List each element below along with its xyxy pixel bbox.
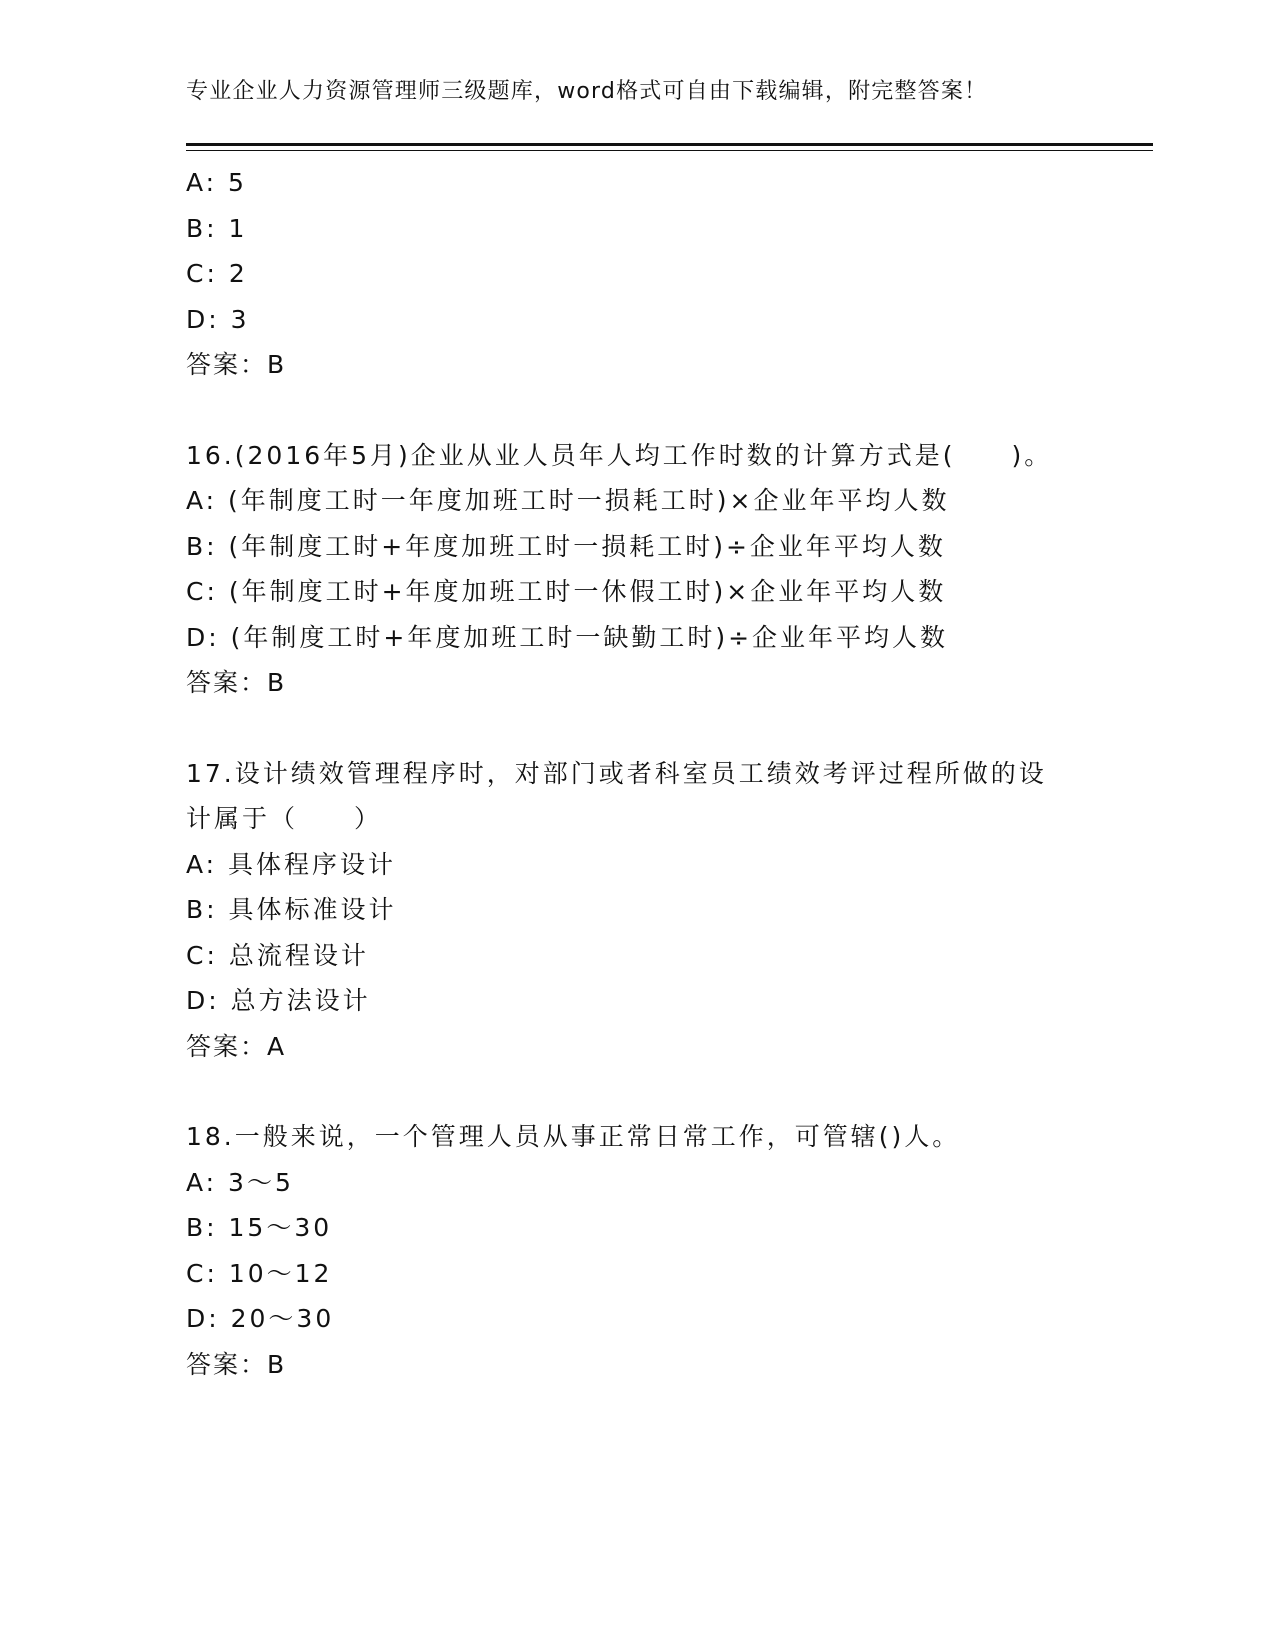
option-b: B: 15～30 — [186, 1213, 333, 1242]
header-rule-thin — [186, 150, 1153, 151]
option-c: C: 总流程设计 — [186, 940, 369, 970]
answer-text: 答案：B — [186, 1349, 287, 1379]
option-d: D: 20～30 — [186, 1304, 335, 1333]
question-stem-line-1: 17.设计绩效管理程序时，对部门或者科室员工绩效考评过程所做的设 — [186, 758, 1047, 788]
option-a: A: 3～5 — [186, 1167, 294, 1197]
option-a: A: 具体程序设计 — [186, 849, 397, 879]
spacer — [186, 706, 1086, 751]
option-c: C: 10～12 — [186, 1258, 333, 1288]
page-header: 专业企业人力资源管理师三级题库，word格式可自由下载编辑，附完整答案！ — [186, 79, 988, 104]
document-body — [186, 160, 1086, 1387]
option-d: D: 3 — [186, 304, 250, 334]
question-stem-line-2: 计属于（ ） — [186, 804, 383, 833]
spacer — [186, 388, 1086, 433]
question-16-block — [186, 433, 1086, 706]
option-c: C: (年制度工时+年度加班工时一休假工时)×企业年平均人数 — [186, 577, 947, 606]
question-17-block — [186, 751, 1086, 1070]
option-d: D: 总方法设计 — [186, 986, 371, 1015]
option-d: D: (年制度工时+年度加班工时一缺勤工时)÷企业年平均人数 — [186, 622, 949, 652]
answer-text: 答案：B — [186, 668, 287, 697]
question-stem: 16.(2016年5月)企业从业人员年人均工作时数的计算方式是( )。 — [186, 440, 1053, 470]
header-rule-thick — [186, 143, 1153, 146]
spacer — [186, 1069, 1086, 1114]
question-15-block — [186, 160, 1086, 388]
option-c: C: 2 — [186, 259, 248, 288]
option-a: A: (年制度工时一年度加班工时一损耗工时)×企业年平均人数 — [186, 486, 950, 515]
answer-text: 答案：A — [186, 1031, 287, 1061]
question-18-block — [186, 1114, 1086, 1387]
option-a: A: 5 — [186, 168, 247, 197]
option-b: B: 具体标准设计 — [186, 895, 397, 924]
question-stem: 18.一般来说，一个管理人员从事正常日常工作，可管辖()人。 — [186, 1122, 961, 1151]
answer-text: 答案：B — [186, 350, 287, 379]
option-b: B: (年制度工时+年度加班工时一损耗工时)÷企业年平均人数 — [186, 531, 946, 561]
option-b: B: 1 — [186, 213, 248, 243]
